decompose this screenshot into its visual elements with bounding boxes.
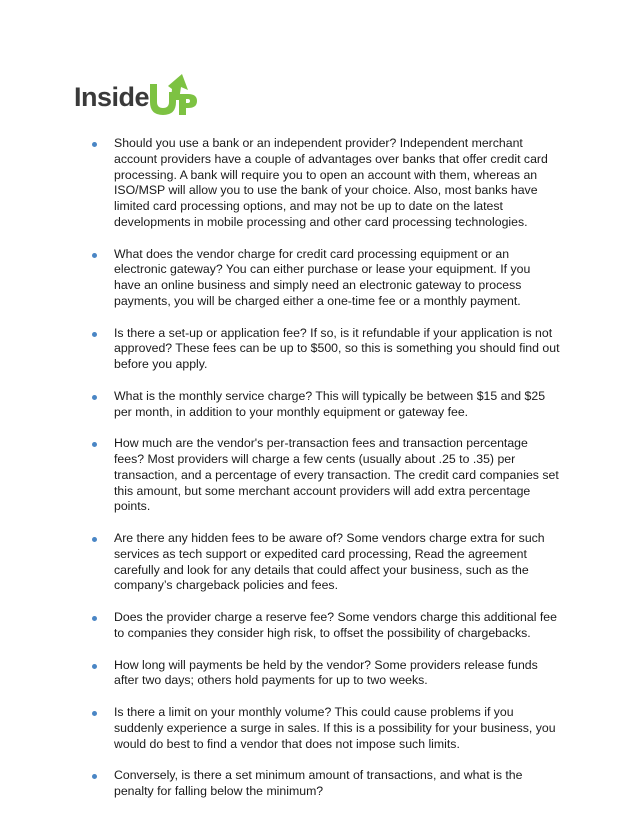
- list-item: [90, 389, 560, 421]
- item-text: Conversely, is there a set minimum amount of transactions, and what is the penalty for falling below the minimum?: [114, 768, 523, 798]
- bullet-icon: [92, 711, 97, 716]
- insideup-logo: [74, 72, 204, 124]
- logo-wordmark: Inside: [74, 82, 150, 112]
- bullet-icon: [92, 664, 97, 669]
- item-text: Is there a limit on your monthly volume? This could cause problems if you suddenly experience a surge in sales. If this is a possibility for your business, you would do best to find a vendor that does not impose such limits.: [114, 705, 556, 751]
- bullet-icon: [92, 332, 97, 337]
- question-list: [90, 136, 560, 816]
- logo-up-mark: [148, 72, 200, 116]
- list-item: [90, 768, 560, 800]
- bullet-icon: [92, 442, 97, 447]
- bullet-icon: [92, 616, 97, 621]
- item-text: Should you use a bank or an independent provider? Independent merchant account providers have a couple of advantages over banks that offer credit card processing. A bank will require you to open an account with them, whereas an ISO/MSP will allow you to use the bank of your choice. Also, most banks have limited card processing options, and may not be up to date on the latest developments in mobile processing and other card processing technologies.: [114, 136, 548, 229]
- bullet-icon: [92, 774, 97, 779]
- item-text: What does the vendor charge for credit card processing equipment or an electronic gateway? You can either purchase or lease your equipment. If you have an online business and simply need an electronic gateway to process payments, you will be charged either a one-time fee or a monthly payment.: [114, 246, 531, 308]
- bullet-icon: [92, 395, 97, 400]
- list-item: [90, 658, 560, 690]
- item-text: How much are the vendor's per-transaction fees and transaction percentage fees? Most providers will charge a few cents (usually about .25 to .35) per transaction, and a percentage of every transaction. The credit card companies set this amount, but some merchant account providers will add extra percentage points.: [114, 436, 559, 514]
- item-text: Are there any hidden fees to be aware of? Some vendors charge extra for such services as tech support or expedited card processing, Read the agreement carefully and look for any details that could affect your business, such as the company’s chargeback policies and fees.: [114, 531, 545, 593]
- list-item: [90, 326, 560, 373]
- item-text: What is the monthly service charge? This will typically be between $15 and $25 per month, in addition to your monthly equipment or gateway fee.: [114, 388, 546, 419]
- bullet-icon: [92, 142, 97, 147]
- item-text: Does the provider charge a reserve fee? Some vendors charge this additional fee to companies they consider high risk, to offset the possibility of chargebacks.: [114, 610, 557, 640]
- list-item: [90, 247, 560, 310]
- list-item: [90, 705, 560, 752]
- list-item: [90, 436, 560, 515]
- bullet-icon: [92, 253, 97, 258]
- item-text: How long will payments be held by the vendor? Some providers release funds after two days; others hold payments for up to two weeks.: [114, 657, 538, 688]
- list-item: [90, 531, 560, 594]
- list-item: [90, 610, 560, 642]
- bullet-icon: [92, 537, 97, 542]
- item-text: Is there a set-up or application fee? If so, is it refundable if your application is not approved? These fees can be up to $500, so this is something you should find out before you apply.: [114, 325, 560, 371]
- list-item: [90, 136, 560, 231]
